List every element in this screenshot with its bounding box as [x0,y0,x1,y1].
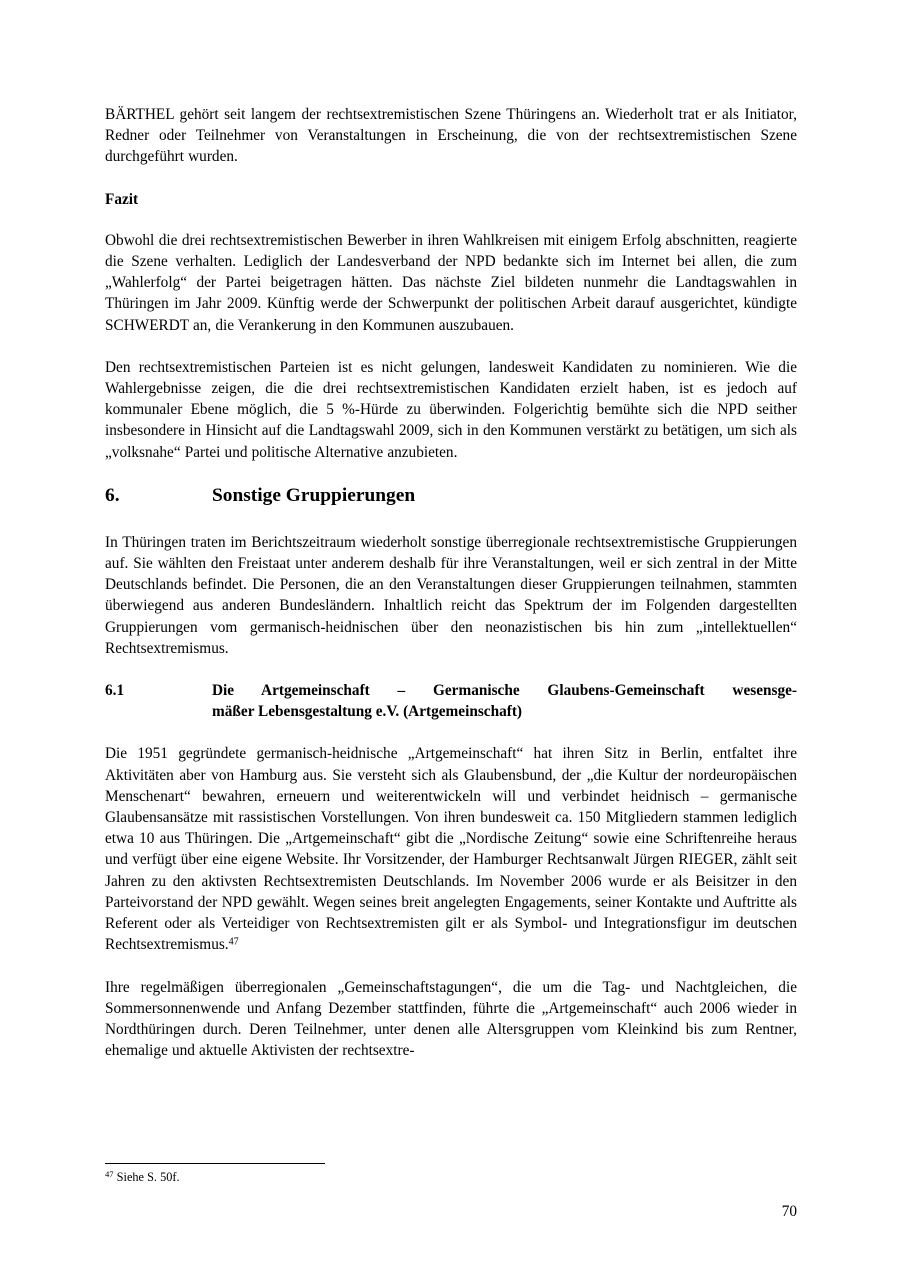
section-title-line-1: Die Artgemeinschaft – Germanische Glaubens-Gemeinschaft wesensge- [212,682,797,700]
footnote-entry-47 [105,1169,797,1185]
paragraph-artgemeinschaft-1-text: Die 1951 gegründete germanisch-heidnische „Artgemeinschaft“ hat ihren Sitz in Berlin, entfaltet ihre Aktivitäten aber von Hamburg aus. Sie versteht sich als Glaubensbund, der „die Kultur der nordeuropäischen Menschenart“ bewahren, erneuern und weiterentwickeln will und verbindet heidnisch – germanische Glaubensansätze mit rassistischen Vorstellungen. Von ihren bundesweit ca. 150 Mitgliedern stammen lediglich etwa 10 aus Thüringen. Die „Artgemeinschaft“ gibt die „Nordische Zeitung“ sowie eine Schriftenreihe heraus und verfügt über eine eigene Website. Ihr Vorsitzender, der Hamburger Rechtsanwalt Jürgen RIEGER, zählt seit Jahren zu den aktivsten Rechtsextremisten Deutschlands. Im November 2006 wurde er als Beisitzer in den Parteivorstand der NPD gewählt. Wegen seines breit angelegten Engagements, seiner Kontakte und Auftritte als Referent oder als Verteidiger von Rechtsextremisten gilt er als Symbol- und Integrationsfigur im deutschen Rechtsextremismus. [105,745,797,954]
chapter-title: Sonstige Gruppierungen [212,484,416,506]
section-heading-6-1 [105,680,797,722]
chapter-heading-6 [105,484,797,508]
footnote-number: 47 [105,1169,114,1180]
section-title-line-2: mäßer Lebensgestaltung e.V. (Artgemeinschaft) [212,703,523,721]
footnote-text: Siehe S. 50f. [113,1170,180,1184]
page-number: 70 [781,1203,797,1220]
paragraph-barthel: BÄRTHEL gehört seit langem der rechtsextremistischen Szene Thüringens an. Wiederholt trat er als Initiator, Redner oder Teilnehmer von Veranstaltungen in Erscheinung, die von der rechtsextremistischen Szene durchgeführt wurden. [105,106,797,166]
page-content [105,104,797,1082]
paragraph-artgemeinschaft-1 [105,743,797,955]
footnote-separator-rule [105,1163,325,1164]
footnote-reference-47[interactable]: 47 [228,936,239,948]
heading-fazit: Fazit [105,190,139,208]
paragraph-fazit-1: Obwohl die drei rechtsextremistischen Bewerber in ihren Wahlkreisen mit einigem Erfolg abschnitten, reagierte die Szene verhalten. Lediglich der Landesverband der NPD bedankte sich im Internet bei allen, die zum „Wahlerfolg“ der Partei beigetragen hätten. Das nächste Ziel bildeten nunmehr die Landtagswahlen in Thüringen im Jahr 2009. Künftig werde der Schwerpunkt der politischen Arbeit darauf ausgerichtet, kündigte SCHWERDT an, die Verankerung in den Kommunen auszubauen. [105,231,797,334]
section-title [212,680,797,722]
section-number: 6.1 [105,682,125,700]
paragraph-fazit-2: Den rechtsextremistischen Parteien ist es nicht gelungen, landesweit Kandidaten zu nominieren. Wie die Wahlergebnisse zeigen, die die drei rechtsextremistischen Kandidaten erzielt haben, ist es jedoch auf kommunaler Ebene möglich, die 5 %-Hürde zu überwinden. Folgerichtig bemühte sich die NPD seither insbesondere in Hinsicht auf die Landtagswahl 2009, sich in den Kommunen verstärkt zu betätigen, um sich als „volksnahe“ Partei und politische Alternative anzubieten. [105,358,797,461]
footnote-area [105,1163,797,1185]
chapter-number: 6. [105,484,120,506]
paragraph-artgemeinschaft-2: Ihre regelmäßigen überregionalen „Gemeinschaftstagungen“, die um die Tag- und Nachtgleichen, die Sommersonnenwende und Anfang Dezember stattfinden, führte die „Artgemeinschaft“ auch 2006 wieder in Nordthüringen durch. Deren Teilnehmer, unter denen alle Altersgruppen vom Kleinkind bis zum Rentner, ehemalige und aktuelle Aktivisten der rechtsextre- [105,978,797,1060]
paragraph-chapter6-intro: In Thüringen traten im Berichtszeitraum wiederholt sonstige überregionale rechtsextremistische Gruppierungen auf. Sie wählten den Freistaat unter anderem deshalb für ihre Veranstaltungen, weil er sich zentral in der Mitte Deutschlands befindet. Die Personen, die an den Veranstaltungen dieser Gruppierungen teilnahmen, stammten überwiegend aus anderen Bundesländern. Inhaltlich reicht das Spektrum der im Folgenden dargestellten Gruppierungen vom germanisch-heidnischen über den neonazistischen bis hin zum „intellektuellen“ Rechtsextremismus. [105,533,797,657]
